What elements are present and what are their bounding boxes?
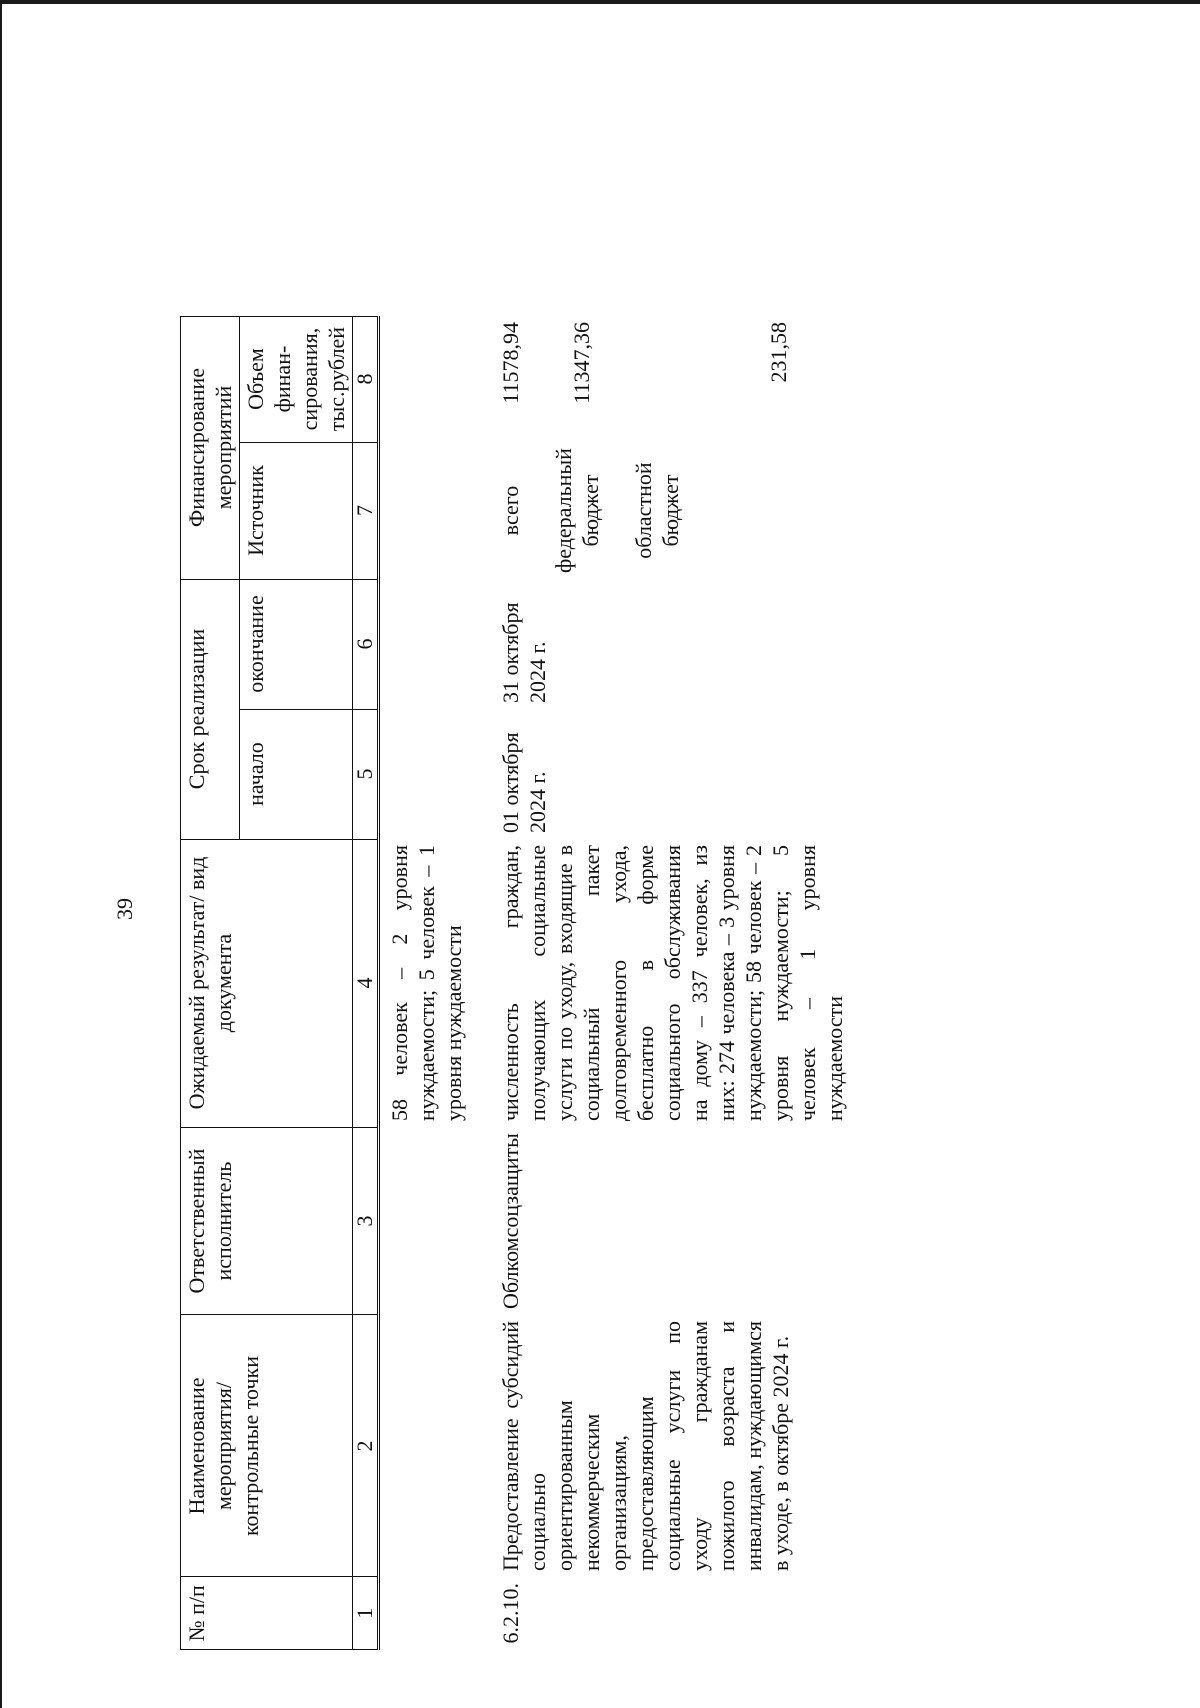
header-financing: Финансирование мероприятий [181,316,240,579]
header-fin-amount: Объем финан-сирования, тыс.рублей [240,316,353,442]
header-term-start: начало [240,709,353,839]
header-executor: Ответственный исполнитель [181,1127,353,1315]
header-term: Срок реализации [181,579,240,839]
action-plan-table [180,316,848,1650]
header-term-end: окончание [240,579,353,709]
row-end-cell: 31 октября 2024 г. [498,602,550,704]
row-result-cell: численность граждан, получающих социальные услуги по уходу, входящие в социальный пакет долговременного ухода, бесплатно в форме социального обслуживания на дому – 337 человек, из них: 274 человека – 3 уровня нуждаемости; 58 человек – 2 уровня нуждаемости; 5 человек – 1 уровня нуждаемости [498,845,847,1122]
row-name-cell: Предоставление субсидий социально ориентированным некоммерческим организациям, предоставляющим социальные услуги по уходу гражданам пожилого возраста и инвалидам, нуждающимся в уходе, в октябре 2024 г. [498,1321,793,1571]
row-source-cell [487,442,848,579]
continuation-result-cell: 58 человек – 2 уровня нуждаемости; 5 человек – 1 уровня нуждаемости [387,845,466,1122]
column-number: 1 [353,1577,379,1650]
continuation-row [379,316,488,1649]
page-number: 39 [112,898,137,920]
column-number: 4 [353,839,379,1127]
scan-border-top [0,0,1200,4]
column-number: 5 [353,709,379,839]
column-number: 8 [353,316,379,442]
scan-border-left [0,0,2,1708]
row-executor-cell: Облкомсоцзащиты [498,1133,523,1309]
column-number: 6 [353,579,379,709]
amount-line: 11578,94 [498,322,523,404]
source-line: федеральный бюджет [551,448,603,574]
source-line: всего [498,485,523,536]
header-row [181,316,240,1649]
row-number-cell: 6.2.10. [498,1583,523,1644]
column-number: 3 [353,1127,379,1315]
column-number: 7 [353,442,379,579]
row-start-cell: 01 октября 2024 г. [498,732,550,834]
column-number: 2 [353,1315,379,1577]
amount-line: 11347,36 [569,322,594,404]
column-number-row [353,316,379,1649]
header-result: Ожидаемый результат/ вид документа [181,839,353,1127]
row-amount-cell [487,316,848,442]
header-name: Наименование мероприятия/ контрольные точки [181,1315,353,1577]
table-row [487,316,848,1649]
header-fin-source: Источник [240,442,353,579]
header-number: № п/п [181,1577,353,1650]
source-line: областной бюджет [631,462,683,559]
amount-line: 231,58 [766,322,791,383]
rotated-page [20,80,1170,1680]
